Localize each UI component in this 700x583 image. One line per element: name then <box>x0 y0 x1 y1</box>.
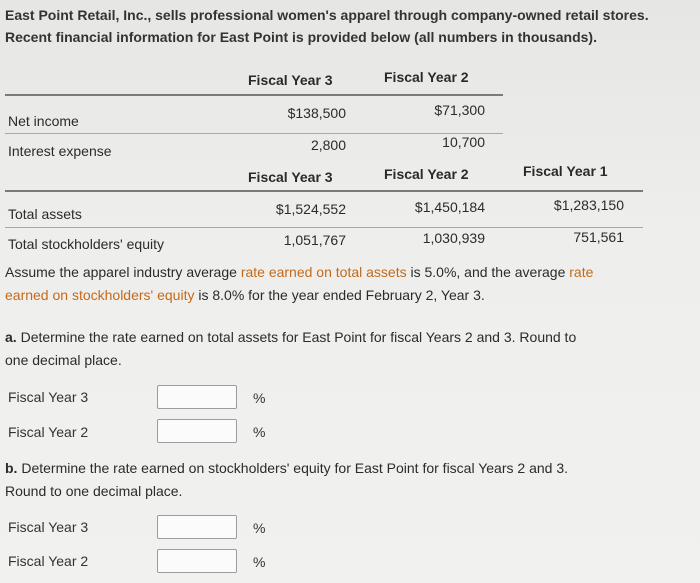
net-income-fy2: $71,300 <box>434 102 485 118</box>
term-rate[interactable]: rate <box>569 264 594 280</box>
part-a-fy2-input[interactable] <box>157 419 237 443</box>
net-income-fy3: $138,500 <box>287 105 346 121</box>
part-b-fy3-percent: % <box>253 520 266 536</box>
total-assets-fy1: $1,283,150 <box>553 197 624 213</box>
row-label-stockholders-equity: Total stockholders' equity <box>8 236 164 252</box>
part-b-fy3-input[interactable] <box>157 515 237 539</box>
table1-header-fy3: Fiscal Year 3 <box>248 72 333 88</box>
table2-row-divider <box>5 227 643 228</box>
part-b-text-2: Round to one decimal place. <box>5 483 183 499</box>
part-b-fy2-input[interactable] <box>157 549 237 573</box>
part-b-text-1: Determine the rate earned on stockholders' equity for East Point for fiscal Years 2 and 3. <box>17 460 568 476</box>
part-b-fy2-percent: % <box>253 554 266 570</box>
part-a-label-fy3: Fiscal Year 3 <box>8 389 89 405</box>
part-a-text-1: Determine the rate earned on total assets for East Point for fiscal Years 2 and 3. Round to <box>16 329 577 345</box>
part-b-label-fy2: Fiscal Year 2 <box>8 553 89 569</box>
part-b-label-fy3: Fiscal Year 3 <box>8 519 89 535</box>
interest-expense-fy3: 2,800 <box>310 137 346 153</box>
intro-line-2: Recent financial information for East Point is provided below (all numbers in thousands). <box>5 29 597 45</box>
table2-header-fy2: Fiscal Year 2 <box>384 166 469 182</box>
part-a-fy3-percent: % <box>253 390 266 406</box>
assumption-text-1: Assume the apparel industry average <box>5 264 241 280</box>
table1-header-rule <box>5 94 503 96</box>
part-a-fy3-input[interactable] <box>157 385 237 409</box>
equity-fy1: 751,561 <box>573 229 624 245</box>
table1-header-fy2: Fiscal Year 2 <box>384 69 469 85</box>
intro-line-1: East Point Retail, Inc., sells professional women's apparel through company-owned retail stores. <box>5 7 649 23</box>
table2-header-rule <box>5 190 643 192</box>
part-a-letter: a. <box>5 329 17 345</box>
term-earned-on-stockholders-equity[interactable]: earned on stockholders' equity <box>5 287 195 303</box>
assumption-text-2: is 5.0%, and the average <box>406 264 570 280</box>
row-label-net-income: Net income <box>8 113 79 129</box>
assumption-text-3: is 8.0% for the year ended February 2, Year 3. <box>194 287 485 303</box>
equity-fy2: 1,030,939 <box>422 230 485 246</box>
row-label-total-assets: Total assets <box>8 206 82 222</box>
total-assets-fy2: $1,450,184 <box>414 199 485 215</box>
part-b-prompt <box>5 457 690 503</box>
part-a-label-fy2: Fiscal Year 2 <box>8 424 89 440</box>
equity-fy3: 1,051,767 <box>283 232 346 248</box>
table2-header-fy3: Fiscal Year 3 <box>248 169 333 185</box>
assumption-paragraph <box>5 261 690 307</box>
part-a-text-2: one decimal place. <box>5 352 122 368</box>
intro-text <box>5 4 695 48</box>
row-label-interest-expense: Interest expense <box>8 143 112 159</box>
term-rate-earned-on-total-assets[interactable]: rate earned on total assets <box>240 264 407 280</box>
part-b-letter: b. <box>5 460 18 476</box>
interest-expense-fy2: 10,700 <box>442 134 485 150</box>
part-a-fy2-percent: % <box>253 424 266 440</box>
part-a-prompt <box>5 326 690 372</box>
total-assets-fy3: $1,524,552 <box>275 201 346 217</box>
table2-header-fy1: Fiscal Year 1 <box>523 163 608 179</box>
